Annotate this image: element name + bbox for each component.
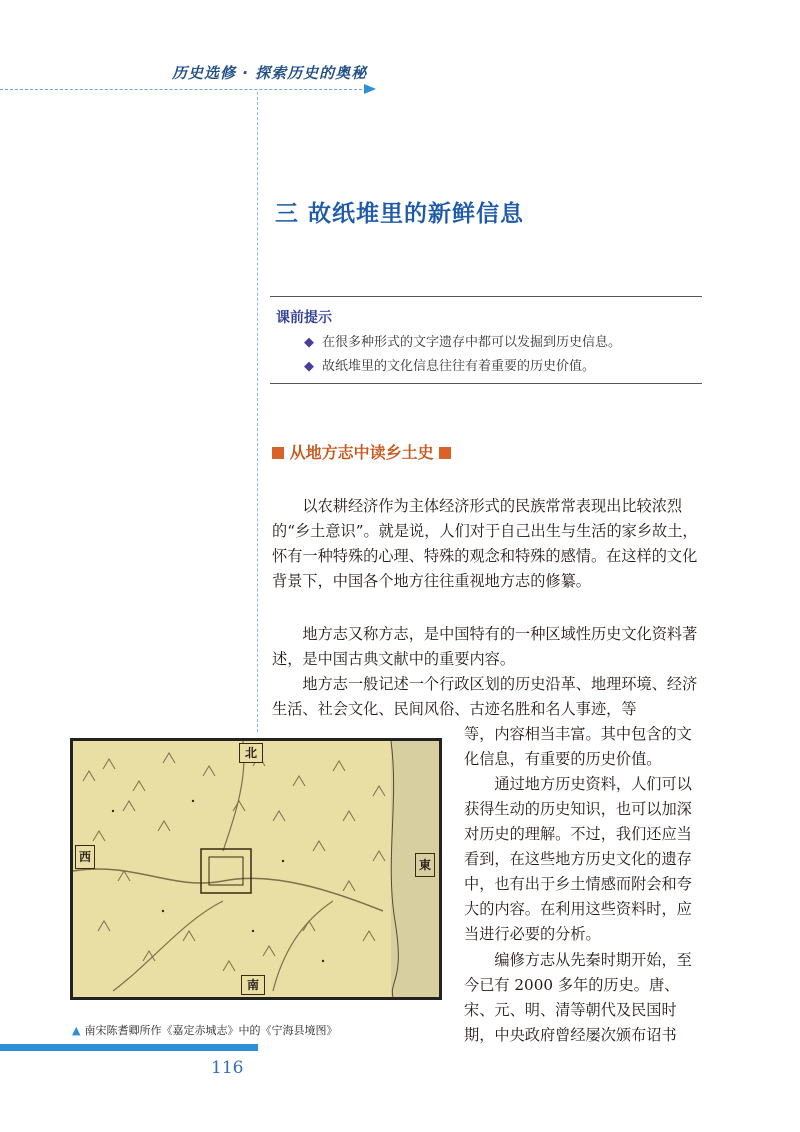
section-heading: [272, 440, 451, 463]
tip-item-text: 故纸堆里的文化信息往往有着重要的历史价值。: [322, 359, 596, 374]
margin-divider: [257, 92, 258, 732]
tips-title: 课前提示: [276, 310, 332, 326]
header-arrow-icon: [364, 84, 376, 94]
tip-item: [304, 331, 621, 350]
footer-bar: [0, 1044, 258, 1051]
compass-east-label: 東: [415, 853, 435, 877]
ninghai-county-map-image: [70, 738, 442, 1000]
map-illustration: [73, 741, 439, 997]
triangle-marker-icon: ▲: [72, 1024, 81, 1037]
body-paragraph: 以农耕经济作为主体经济形式的民族常常表现出比较浓烈的“乡土意识”。就是说，人们对于自己出生与生活的家乡故土，怀有一种特殊的心理、特殊的观念和特殊的感情。在这样的文化背景下，中国各个地方往往重视地方志的修纂。: [272, 497, 698, 590]
compass-west-label: 西: [75, 845, 95, 869]
body-paragraph: 编修方志从先秦时期开始，至今已有 2000 多年的历史。唐、宋、元、明、清等朝代及民国时期，中央政府曾经屡次颁布诏书: [464, 951, 692, 1044]
pre-lesson-tips: [270, 296, 702, 384]
header-divider: [0, 89, 372, 90]
tip-item-text: 在很多种形式的文字遗存中都可以发掘到历史信息。: [322, 335, 622, 350]
body-paragraph: 等，内容相当丰富。其中包含的文化信息，有重要的历史价值。: [464, 725, 692, 768]
compass-south-label: 南: [241, 975, 265, 995]
diamond-bullet-icon: ◆: [304, 359, 314, 374]
page-number: 116: [211, 1058, 244, 1078]
body-paragraph: 地方志一般记述一个行政区划的历史沿革、地理环境、经济生活、社会文化、民间风俗、古迹名胜和名人事迹，等: [272, 675, 698, 718]
body-paragraph: 通过地方历史资料，人们可以获得生动的历史知识，也可以加深对历史的理解。不过，我们还应当看到，在这些地方历史文化的遗存中，也有出于乡土情感而附会和夸大的内容。在利用这些资料时，应当进行必要的分析。: [464, 775, 692, 943]
figure-caption: [72, 1022, 337, 1038]
header-title: 历史选修 · 探索历史的奥秘: [172, 64, 368, 82]
compass-north-label: 北: [239, 743, 263, 763]
chapter-title: 三 故纸堆里的新鲜信息: [275, 201, 525, 227]
figure-caption-text: 南宋陈耆卿所作《嘉定赤城志》中的《宁海县境图》: [84, 1024, 338, 1037]
tip-item: [304, 355, 595, 374]
diamond-bullet-icon: ◆: [304, 335, 314, 350]
square-bullet-icon: [439, 447, 451, 459]
section-heading-text: 从地方志中读乡土史: [289, 443, 434, 462]
body-paragraph: 地方志又称方志，是中国特有的一种区域性历史文化资料著述，是中国古典文献中的重要内容。: [272, 625, 698, 668]
square-bullet-icon: [272, 447, 284, 459]
